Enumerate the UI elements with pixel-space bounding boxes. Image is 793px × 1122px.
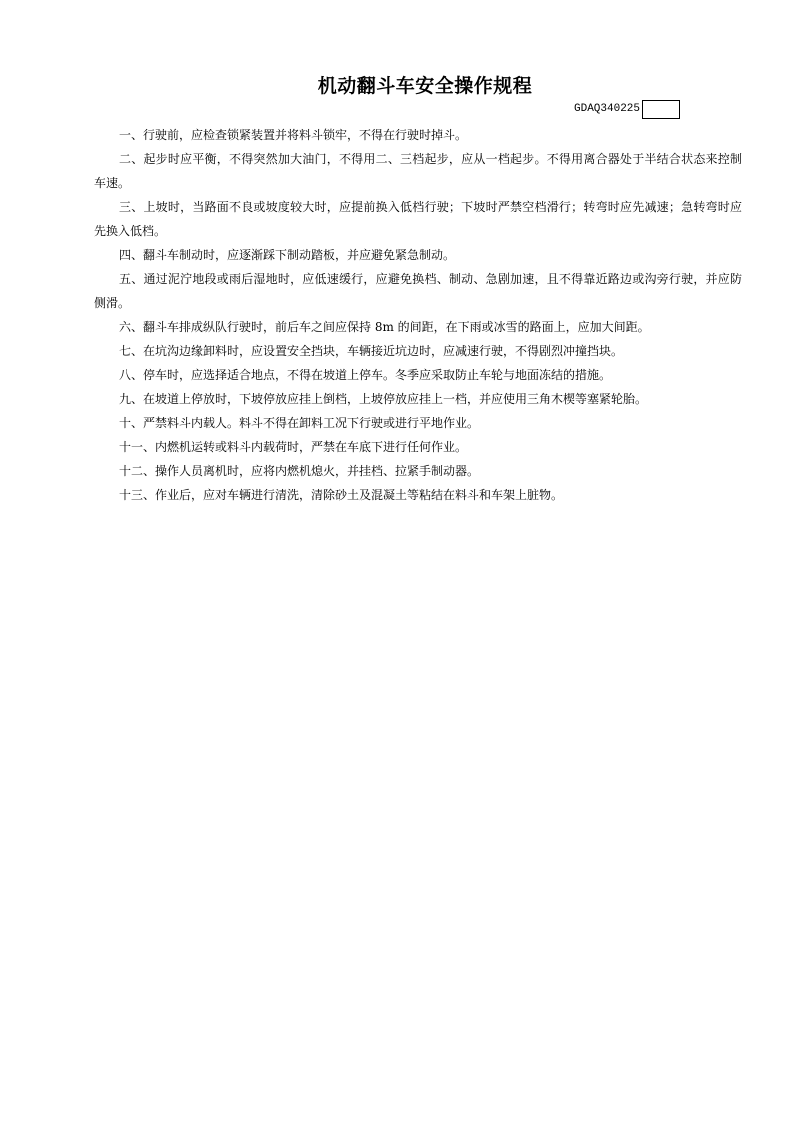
document-code-row [574, 100, 680, 118]
paragraph-2: 二、起步时应平衡，不得突然加大油门，不得用二、三档起步，应从一档起步。不得用离合器处于半结合状态来控制车速。 [94, 152, 742, 190]
paragraph-12: 十二、操作人员离机时，应将内燃机熄火，并挂档、拉紧手制动器。 [119, 464, 480, 478]
paragraph-10: 十、严禁料斗内载人。料斗不得在卸料工况下行驶或进行平地作业。 [119, 416, 480, 430]
document-code: GDAQ340225 [574, 103, 641, 115]
paragraph-3: 三、上坡时，当路面不良或坡度较大时，应提前换入低档行驶；下坡时严禁空档滑行；转弯时应先减速；急转弯时应先换入低档。 [94, 200, 742, 238]
paragraph-8: 八、停车时，应选择适合地点，不得在坡道上停车。冬季应采取防止车轮与地面冻结的措施。 [119, 368, 612, 382]
code-box [642, 100, 680, 119]
paragraph-4: 四、翻斗车制动时，应逐渐踩下制动踏板，并应避免紧急制动。 [119, 248, 456, 262]
paragraph-7: 七、在坑沟边缘卸料时，应设置安全挡块，车辆接近坑边时，应减速行驶，不得剧烈冲撞挡块。 [119, 344, 624, 358]
paragraph-13: 十三、作业后，应对车辆进行清洗，清除砂土及混凝土等粘结在料斗和车架上脏物。 [119, 488, 564, 502]
document-body [94, 123, 742, 507]
paragraph-11: 十一、内燃机运转或料斗内载荷时，严禁在车底下进行任何作业。 [119, 440, 468, 454]
paragraph-5: 五、通过泥泞地段或雨后湿地时，应低速缓行，应避免换档、制动、急剧加速，且不得靠近路边或沟旁行驶，并应防侧滑。 [94, 272, 742, 310]
paragraph-1: 一、行驶前，应检查锁紧装置并将料斗锁牢，不得在行驶时掉斗。 [119, 128, 468, 142]
paragraph-9: 九、在坡道上停放时，下坡停放应挂上倒档，上坡停放应挂上一档，并应使用三角木楔等塞紧轮胎。 [119, 392, 648, 406]
document-title: 机动翻斗车安全操作规程 [317, 75, 533, 97]
paragraph-6: 六、翻斗车排成纵队行驶时，前后车之间应保持 8m 的间距，在下雨或冰雪的路面上，应加大间距。 [119, 320, 650, 334]
